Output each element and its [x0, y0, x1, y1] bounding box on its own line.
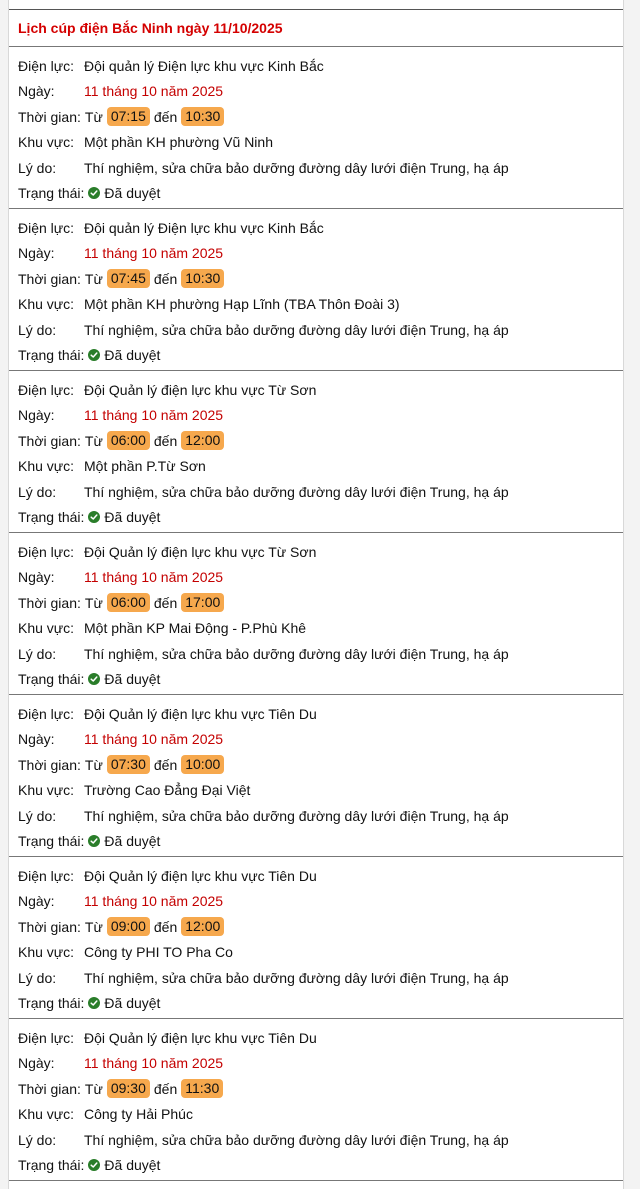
- end-time-badge: 12:00: [181, 431, 224, 450]
- date-label: Ngày:: [18, 1055, 55, 1072]
- unit-value: Đội Quản lý điện lực khu vực Tiên Du: [84, 867, 317, 884]
- unit-label: Điện lực:: [18, 57, 75, 74]
- outage-list: [9, 47, 623, 1181]
- area-value: Một phần KP Mai Động - P.Phù Khê: [84, 620, 307, 637]
- time-to-word: đến: [153, 270, 178, 287]
- date-value: 11 tháng 10 năm 2025: [84, 83, 224, 100]
- unit-row: [9, 377, 623, 403]
- check-circle-icon: [88, 997, 100, 1009]
- reason-label: Lý do:: [18, 969, 57, 986]
- reason-value: Thí nghiệm, sửa chữa bảo dưỡng đường dây lưới điện Trung, hạ áp: [84, 159, 509, 176]
- unit-value: Đội quản lý Điện lực khu vực Kinh Bắc: [84, 219, 324, 236]
- time-label: Thời gian:: [18, 270, 81, 287]
- outage-record: [9, 209, 623, 371]
- area-row: [9, 616, 623, 642]
- area-label: Khu vực:: [18, 1106, 75, 1123]
- unit-value: Đội Quản lý điện lực khu vực Từ Sơn: [84, 543, 317, 560]
- time-label: Thời gian:: [18, 756, 81, 773]
- outage-record: [9, 533, 623, 695]
- date-row: [9, 727, 623, 753]
- area-row: [9, 778, 623, 804]
- outage-record: [9, 695, 623, 857]
- area-row: [9, 940, 623, 966]
- status-row: [9, 505, 623, 531]
- area-value: Trường Cao Đẳng Đại Việt: [84, 782, 251, 799]
- unit-label: Điện lực:: [18, 219, 75, 236]
- reason-label: Lý do:: [18, 159, 57, 176]
- time-row: [9, 590, 623, 616]
- time-from-word: Từ: [84, 432, 103, 449]
- date-value: 11 tháng 10 năm 2025: [84, 1055, 224, 1072]
- check-circle-icon: [88, 1159, 100, 1171]
- status-value: Đã duyệt: [104, 347, 161, 364]
- unit-label: Điện lực:: [18, 543, 75, 560]
- area-row: [9, 292, 623, 318]
- status-label: Trạng thái:: [18, 1157, 85, 1174]
- reason-row: [9, 155, 623, 181]
- area-row: [9, 1102, 623, 1128]
- start-time-badge: 09:30: [107, 1079, 150, 1098]
- area-label: Khu vực:: [18, 458, 75, 475]
- unit-row: [9, 215, 623, 241]
- reason-label: Lý do:: [18, 483, 57, 500]
- check-circle-icon: [88, 511, 100, 523]
- unit-value: Đội Quản lý điện lực khu vực Tiên Du: [84, 705, 317, 722]
- unit-row: [9, 863, 623, 889]
- status-label: Trạng thái:: [18, 185, 85, 202]
- area-label: Khu vực:: [18, 782, 75, 799]
- date-label: Ngày:: [18, 569, 55, 586]
- reason-row: [9, 641, 623, 667]
- time-from-word: Từ: [84, 1080, 103, 1097]
- outage-record: [9, 1019, 623, 1181]
- status-label: Trạng thái:: [18, 833, 85, 850]
- unit-row: [9, 701, 623, 727]
- area-value: Công ty PHI TO Pha Co: [84, 944, 233, 961]
- reason-row: [9, 479, 623, 505]
- status-value: Đã duyệt: [104, 671, 161, 688]
- date-row: [9, 1051, 623, 1077]
- date-row: [9, 241, 623, 267]
- time-from-word: Từ: [84, 270, 103, 287]
- reason-value: Thí nghiệm, sửa chữa bảo dưỡng đường dây lưới điện Trung, hạ áp: [84, 1131, 509, 1148]
- check-circle-icon: [88, 835, 100, 847]
- end-time-badge: 10:00: [181, 755, 224, 774]
- status-value: Đã duyệt: [104, 995, 161, 1012]
- date-value: 11 tháng 10 năm 2025: [84, 731, 224, 748]
- date-label: Ngày:: [18, 83, 55, 100]
- unit-value: Đội Quản lý điện lực khu vực Tiên Du: [84, 1029, 317, 1046]
- reason-row: [9, 803, 623, 829]
- area-label: Khu vực:: [18, 134, 75, 151]
- unit-row: [9, 53, 623, 79]
- area-value: Một phần P.Từ Sơn: [84, 458, 206, 475]
- time-from-word: Từ: [84, 918, 103, 935]
- unit-label: Điện lực:: [18, 705, 75, 722]
- outage-schedule-panel: [8, 0, 624, 1189]
- status-row: [9, 829, 623, 855]
- date-value: 11 tháng 10 năm 2025: [84, 569, 224, 586]
- time-row: [9, 752, 623, 778]
- time-label: Thời gian:: [18, 108, 81, 125]
- check-circle-icon: [88, 673, 100, 685]
- reason-row: [9, 965, 623, 991]
- reason-label: Lý do:: [18, 807, 57, 824]
- unit-label: Điện lực:: [18, 381, 75, 398]
- time-row: [9, 266, 623, 292]
- time-label: Thời gian:: [18, 918, 81, 935]
- date-label: Ngày:: [18, 731, 55, 748]
- page-title: Lịch cúp điện Bắc Ninh ngày 11/10/2025: [18, 20, 283, 36]
- unit-value: Đội quản lý Điện lực khu vực Kinh Bắc: [84, 57, 324, 74]
- date-row: [9, 403, 623, 429]
- time-from-word: Từ: [84, 756, 103, 773]
- time-to-word: đến: [153, 594, 178, 611]
- date-value: 11 tháng 10 năm 2025: [84, 407, 224, 424]
- date-value: 11 tháng 10 năm 2025: [84, 893, 224, 910]
- area-label: Khu vực:: [18, 296, 75, 313]
- start-time-badge: 07:15: [107, 107, 150, 126]
- unit-label: Điện lực:: [18, 1029, 75, 1046]
- top-divider: [9, 0, 623, 10]
- start-time-badge: 06:00: [107, 593, 150, 612]
- end-time-badge: 17:00: [181, 593, 224, 612]
- end-time-badge: 11:30: [181, 1079, 223, 1098]
- end-time-badge: 12:00: [181, 917, 224, 936]
- status-label: Trạng thái:: [18, 671, 85, 688]
- reason-value: Thí nghiệm, sửa chữa bảo dưỡng đường dây lưới điện Trung, hạ áp: [84, 645, 509, 662]
- outage-record: [9, 47, 623, 209]
- reason-value: Thí nghiệm, sửa chữa bảo dưỡng đường dây lưới điện Trung, hạ áp: [84, 807, 509, 824]
- time-row: [9, 104, 623, 130]
- status-row: [9, 343, 623, 369]
- reason-value: Thí nghiệm, sửa chữa bảo dưỡng đường dây lưới điện Trung, hạ áp: [84, 483, 509, 500]
- area-label: Khu vực:: [18, 944, 75, 961]
- reason-label: Lý do:: [18, 321, 57, 338]
- time-row: [9, 428, 623, 454]
- start-time-badge: 06:00: [107, 431, 150, 450]
- end-time-badge: 10:30: [181, 107, 224, 126]
- time-label: Thời gian:: [18, 1080, 81, 1097]
- reason-value: Thí nghiệm, sửa chữa bảo dưỡng đường dây lưới điện Trung, hạ áp: [84, 969, 509, 986]
- area-label: Khu vực:: [18, 620, 75, 637]
- status-label: Trạng thái:: [18, 347, 85, 364]
- date-value: 11 tháng 10 năm 2025: [84, 245, 224, 262]
- status-value: Đã duyệt: [104, 185, 161, 202]
- reason-value: Thí nghiệm, sửa chữa bảo dưỡng đường dây lưới điện Trung, hạ áp: [84, 321, 509, 338]
- date-label: Ngày:: [18, 407, 55, 424]
- area-row: [9, 130, 623, 156]
- time-to-word: đến: [153, 756, 178, 773]
- area-row: [9, 454, 623, 480]
- start-time-badge: 07:45: [107, 269, 150, 288]
- title-bar: [9, 10, 623, 47]
- time-to-word: đến: [153, 432, 178, 449]
- status-label: Trạng thái:: [18, 995, 85, 1012]
- status-row: [9, 181, 623, 207]
- date-row: [9, 79, 623, 105]
- area-value: Một phần KH phường Vũ Ninh: [84, 134, 273, 151]
- date-label: Ngày:: [18, 893, 55, 910]
- time-label: Thời gian:: [18, 432, 81, 449]
- time-row: [9, 1076, 623, 1102]
- reason-row: [9, 1127, 623, 1153]
- time-to-word: đến: [153, 108, 178, 125]
- reason-label: Lý do:: [18, 1131, 57, 1148]
- start-time-badge: 07:30: [107, 755, 150, 774]
- status-value: Đã duyệt: [104, 833, 161, 850]
- outage-record: [9, 857, 623, 1019]
- status-value: Đã duyệt: [104, 509, 161, 526]
- start-time-badge: 09:00: [107, 917, 150, 936]
- area-value: Công ty Hải Phúc: [84, 1106, 193, 1123]
- check-circle-icon: [88, 349, 100, 361]
- time-row: [9, 914, 623, 940]
- unit-value: Đội Quản lý điện lực khu vực Từ Sơn: [84, 381, 317, 398]
- date-label: Ngày:: [18, 245, 55, 262]
- end-time-badge: 10:30: [181, 269, 224, 288]
- reason-row: [9, 317, 623, 343]
- time-to-word: đến: [153, 918, 178, 935]
- date-row: [9, 565, 623, 591]
- check-circle-icon: [88, 187, 100, 199]
- area-value: Một phần KH phường Hạp Lĩnh (TBA Thôn Đoài 3): [84, 296, 400, 313]
- status-row: [9, 1153, 623, 1179]
- status-row: [9, 667, 623, 693]
- status-value: Đã duyệt: [104, 1157, 161, 1174]
- reason-label: Lý do:: [18, 645, 57, 662]
- time-to-word: đến: [153, 1080, 178, 1097]
- unit-row: [9, 1025, 623, 1051]
- date-row: [9, 889, 623, 915]
- outage-record: [9, 371, 623, 533]
- status-label: Trạng thái:: [18, 509, 85, 526]
- status-row: [9, 991, 623, 1017]
- unit-row: [9, 539, 623, 565]
- time-from-word: Từ: [84, 108, 103, 125]
- time-label: Thời gian:: [18, 594, 81, 611]
- time-from-word: Từ: [84, 594, 103, 611]
- unit-label: Điện lực:: [18, 867, 75, 884]
